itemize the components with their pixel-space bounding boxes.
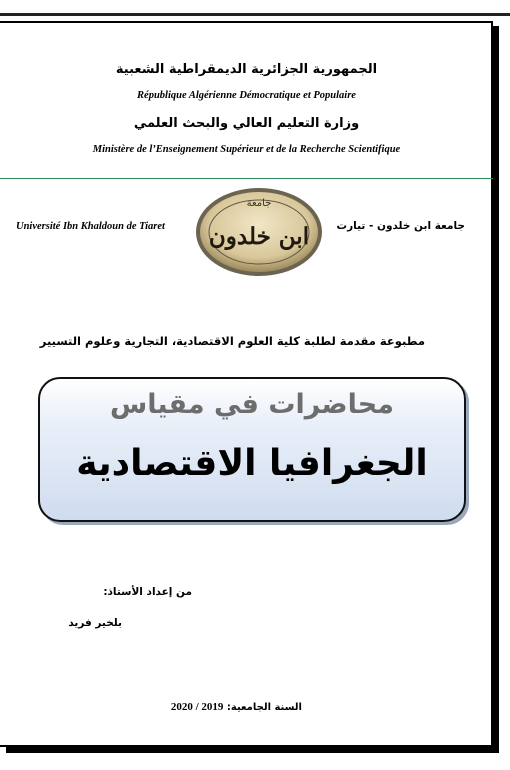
page-border-shadow-bottom (6, 747, 499, 753)
course-title-line1: محاضرات في مقياس (110, 389, 394, 420)
ministry-name-arabic: وزارة التعليم العالي والبحث العلمي (133, 116, 360, 131)
page-border-shadow-right (493, 26, 499, 752)
author-label: من إعداد الأستاذ: (103, 586, 192, 598)
logo-calligraphy: ابن خلدون (208, 223, 310, 250)
author-name: بلخير فريد (68, 617, 122, 629)
header-divider (0, 178, 493, 179)
university-logo (193, 186, 325, 278)
course-title-line2: الجغرافيا الاقتصادية (76, 443, 428, 484)
academic-year (171, 701, 302, 713)
university-name-arabic: جامعة ابن خلدون - تيارت (336, 220, 465, 232)
academic-year-label: السنة الجامعية: (226, 702, 302, 713)
republic-name-arabic: الجمهورية الجزائرية الديمقراطية الشعبية (115, 62, 378, 77)
ministry-name-french: Ministère de l’Enseignement Supérieur et de la Recherche Scientifique (92, 144, 401, 155)
academic-year-value: 2020 / 2019 (170, 701, 224, 713)
course-description: مطبوعة مقدمة لطلبة كلية العلوم الاقتصادية، التجارية وعلوم التسيير (39, 334, 425, 348)
republic-name-french: République Algérienne Démocratique et Populaire (137, 90, 356, 101)
top-rule (0, 13, 510, 16)
logo-ring-text: جامعة (246, 198, 272, 209)
course-title-box (38, 377, 466, 522)
university-name-french: Université Ibn Khaldoun de Tiaret (16, 221, 165, 232)
